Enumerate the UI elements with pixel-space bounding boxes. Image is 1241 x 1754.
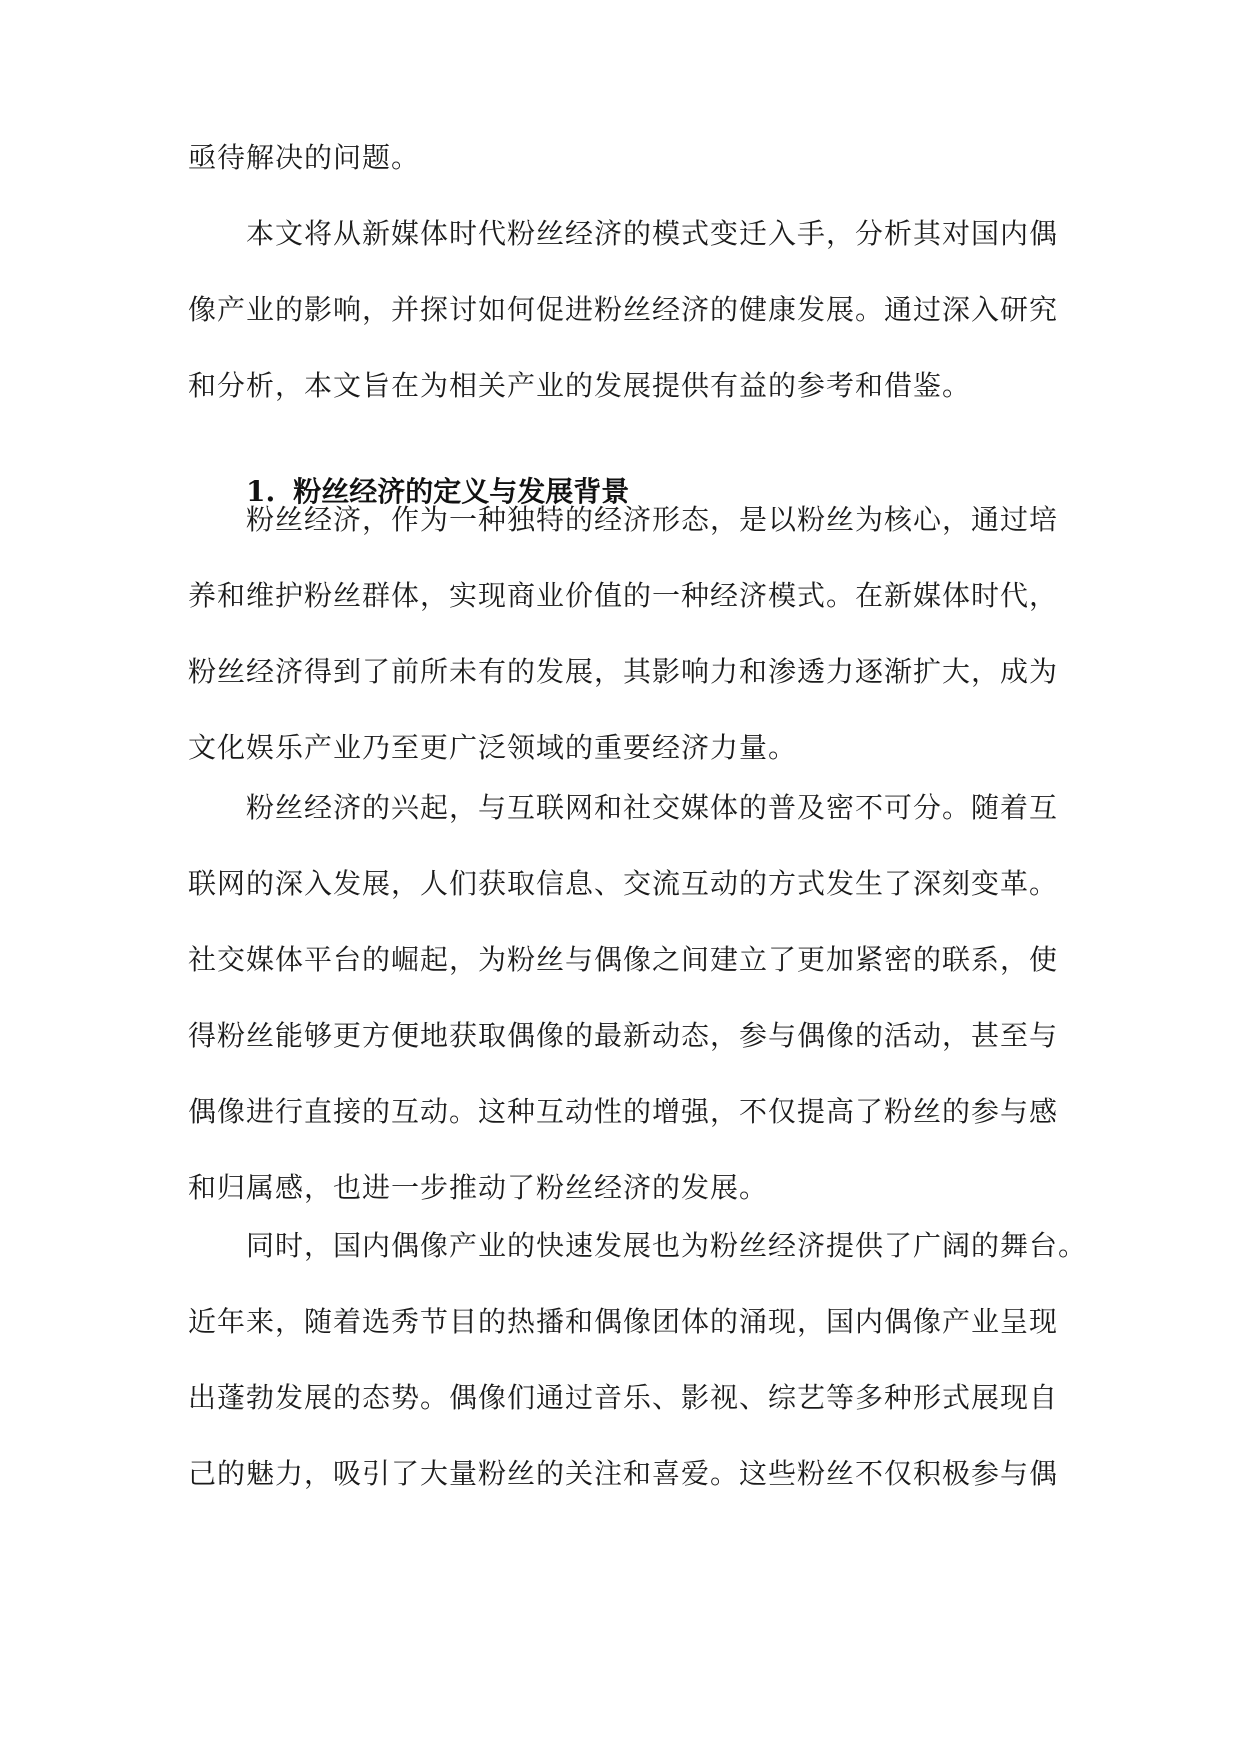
text-line: 联网的深入发展，人们获取信息、交流互动的方式发生了深刻变革。 bbox=[188, 867, 1059, 900]
paragraph-idol-industry bbox=[188, 1208, 1088, 1512]
text-line: 粉丝经济的兴起，与互联网和社交媒体的普及密不可分。随着互 bbox=[188, 791, 1059, 824]
text-line: 粉丝经济得到了前所未有的发展，其影响力和渗透力逐渐扩大，成为 bbox=[188, 655, 1059, 688]
text-line: 出蓬勃发展的态势。偶像们通过音乐、影视、综艺等多种形式展现自 bbox=[188, 1381, 1059, 1414]
text-line: 和分析，本文旨在为相关产业的发展提供有益的参考和借鉴。 bbox=[188, 369, 972, 402]
text-line: 偶像进行直接的互动。这种互动性的增强，不仅提高了粉丝的参与感 bbox=[188, 1095, 1059, 1128]
section-title: 粉丝经济的定义与发展背景 bbox=[293, 475, 630, 508]
text-line: 和归属感，也进一步推动了粉丝经济的发展。 bbox=[188, 1171, 769, 1204]
text-line: 己的魅力，吸引了大量粉丝的关注和喜爱。这些粉丝不仅积极参与偶 bbox=[188, 1457, 1059, 1490]
text-line: 得粉丝能够更方便地获取偶像的最新动态，参与偶像的活动，甚至与 bbox=[188, 1019, 1059, 1052]
paragraph-article-purpose bbox=[188, 196, 1058, 424]
paragraph-fan-economy-definition bbox=[188, 482, 1058, 786]
text-line: 养和维护粉丝群体，实现商业价值的一种经济模式。在新媒体时代， bbox=[188, 579, 1059, 612]
section-number: 1. bbox=[246, 475, 276, 508]
paragraph-fan-economy-rise bbox=[188, 770, 1058, 1226]
text-line: 近年来，随着选秀节目的热播和偶像团体的涌现，国内偶像产业呈现 bbox=[188, 1305, 1059, 1338]
paragraph-intro-end bbox=[188, 120, 1058, 196]
text-line: 像产业的影响，并探讨如何促进粉丝经济的健康发展。通过深入研究 bbox=[188, 293, 1059, 326]
text-line: 同时，国内偶像产业的快速发展也为粉丝经济提供了广阔的舞台。 bbox=[188, 1229, 1088, 1262]
text-line: 文化娱乐产业乃至更广泛领域的重要经济力量。 bbox=[188, 731, 798, 764]
text-line: 社交媒体平台的崛起，为粉丝与偶像之间建立了更加紧密的联系，使 bbox=[188, 943, 1059, 976]
text-line: 本文将从新媒体时代粉丝经济的模式变迁入手，分析其对国内偶 bbox=[188, 217, 1059, 250]
text-line: 亟待解决的问题。 bbox=[188, 141, 421, 174]
text-line: 粉丝经济，作为一种独特的经济形态，是以粉丝为核心，通过培 bbox=[188, 503, 1059, 536]
